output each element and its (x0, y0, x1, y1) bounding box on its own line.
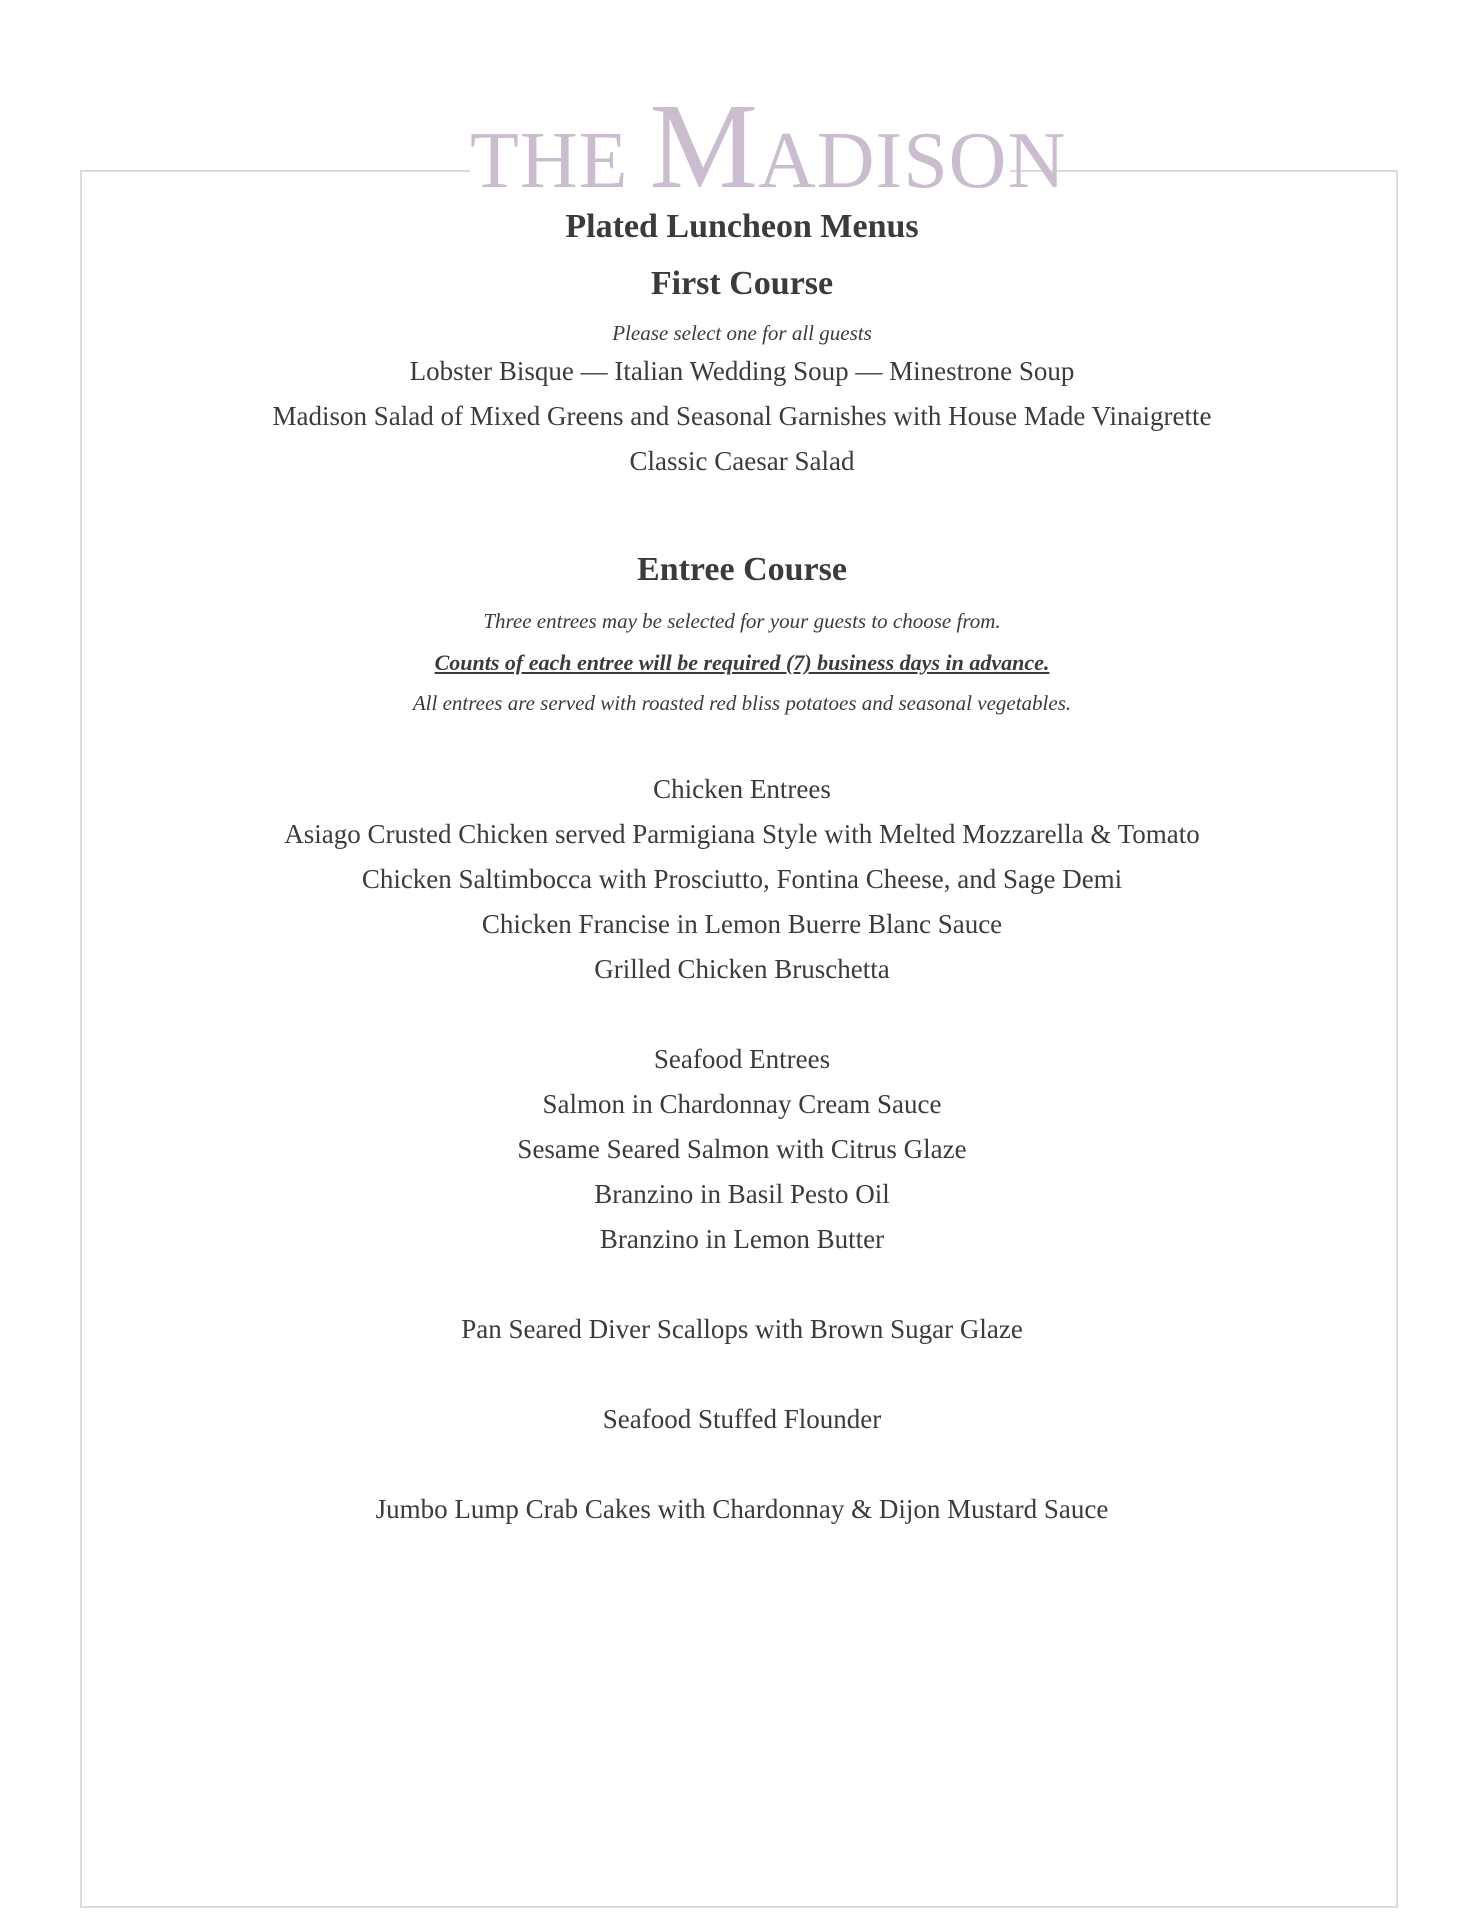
entree-item: Jumbo Lump Crab Cakes with Chardonnay & Dijon Mustard Sauce (375, 1494, 1109, 1524)
entree-note-counts: Counts of each entree will be required (7) business days in advance. (434, 650, 1050, 675)
first-course-item: Classic Caesar Salad (629, 446, 855, 476)
chicken-entree-item: Chicken Saltimbocca with Prosciutto, Fontina Cheese, and Sage Demi (361, 864, 1123, 894)
entree-note-sides: All entrees are served with roasted red bliss potatoes and seasonal vegetables. (412, 691, 1072, 715)
chicken-entree-item: Chicken Francise in Lemon Buerre Blanc Sauce (481, 909, 1003, 939)
entree-item: Pan Seared Diver Scallops with Brown Sugar Glaze (461, 1314, 1023, 1344)
first-course-note: Please select one for all guests (612, 321, 872, 345)
logo-m: M (649, 79, 758, 214)
chicken-entrees-heading: Chicken Entrees (653, 774, 831, 804)
seafood-entree-item: Branzino in Lemon Butter (599, 1224, 885, 1254)
seafood-entree-item: Branzino in Basil Pesto Oil (594, 1179, 890, 1209)
page-title: Plated Luncheon Menus (565, 208, 919, 245)
seafood-entrees-heading: Seafood Entrees (653, 1044, 831, 1074)
entree-note-choose: Three entrees may be selected for your guests to choose from. (483, 609, 1001, 633)
first-course-item: Lobster Bisque — Italian Wedding Soup — Minestrone Soup (409, 356, 1075, 386)
logo-the: THE (470, 117, 629, 205)
chicken-entree-item: Asiago Crusted Chicken served Parmigiana Style with Melted Mozzarella & Tomato (284, 819, 1200, 849)
entree-course-heading: Entree Course (637, 551, 847, 588)
logo-adison: ADISON (758, 117, 1067, 205)
madison-logo (470, 78, 1067, 214)
chicken-entree-item: Grilled Chicken Bruschetta (594, 954, 890, 984)
entree-item: Seafood Stuffed Flounder (602, 1404, 882, 1434)
seafood-entree-item: Salmon in Chardonnay Cream Sauce (542, 1089, 942, 1119)
seafood-entree-item: Sesame Seared Salmon with Citrus Glaze (517, 1134, 967, 1164)
first-course-heading: First Course (650, 265, 834, 302)
first-course-item: Madison Salad of Mixed Greens and Seasonal Garnishes with House Made Vinaigrette (272, 401, 1212, 431)
